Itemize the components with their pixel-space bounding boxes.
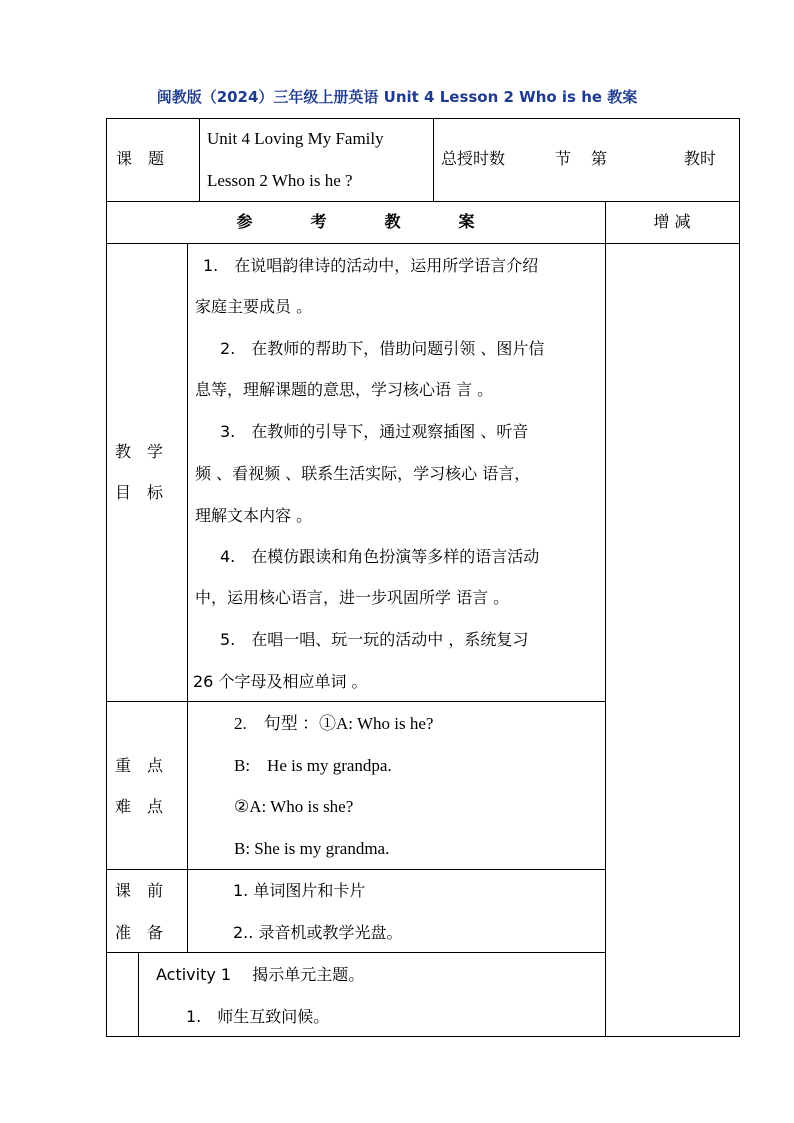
lesson-title: Lesson 2 Who is he ? xyxy=(207,171,353,190)
total-hours-label: 总授时数 xyxy=(441,149,506,168)
objective-line: 理解文本内容 。 xyxy=(195,506,313,525)
objective-line: 频 、看视频 、联系生活实际，学习核心 语言， xyxy=(195,464,531,483)
key-point-line: 2. 句型 ：①A: Who is he? xyxy=(234,714,434,733)
preparation-line: 2.. 录音机或教学光盘。 xyxy=(233,923,403,942)
objective-line: 4. 在模仿跟读和角色扮演等多样的语言活动 xyxy=(220,547,540,566)
objective-line: 5. 在唱一唱、玩一玩的活动中 ，系统复习 xyxy=(220,630,529,649)
key-point-line: B: She is my grandma. xyxy=(234,839,390,858)
objective-line: 息等，理解课题的意思，学习核心语 言 。 xyxy=(195,380,494,399)
objective-line: 家庭主要成员 。 xyxy=(195,297,313,316)
table-border-bottom xyxy=(106,1036,740,1037)
document-title: 闽教版（2024）三年级上册英语 Unit 4 Lesson 2 Who is he 教案 xyxy=(156,88,638,106)
col-divider xyxy=(605,201,606,1037)
col-divider xyxy=(199,118,200,202)
row-divider xyxy=(106,869,605,870)
key-points-label-line2: 难 点 xyxy=(115,797,164,816)
preparation-label-line1: 课 前 xyxy=(115,881,164,900)
preparation-line: 1. 单词图片和卡片 xyxy=(233,881,366,900)
hours-label: 教时 xyxy=(684,149,717,168)
row-divider xyxy=(106,952,605,953)
section-label: 节 xyxy=(555,149,572,168)
table-border-top xyxy=(106,118,740,119)
objectives-label-line1: 教 学 xyxy=(115,442,164,461)
key-point-line: ②A: Who is she? xyxy=(234,797,354,816)
activity-title: Activity 1 揭示单元主题。 xyxy=(156,965,365,984)
objectives-label-line2: 目 标 xyxy=(115,483,164,502)
objective-line: 中，运用核心语言，进一步巩固所学 语言 。 xyxy=(195,588,510,607)
reference-header-text: 参考教案 xyxy=(236,212,533,231)
col-divider xyxy=(433,118,434,202)
preparation-label-line2: 准 备 xyxy=(115,923,164,942)
reference-header xyxy=(106,212,605,232)
row-divider xyxy=(106,243,740,244)
key-points-label-line1: 重 点 xyxy=(115,756,164,775)
objective-line: 1. 在说唱韵律诗的活动中，运用所学语言介绍 xyxy=(203,256,539,275)
col-divider xyxy=(138,952,139,1037)
unit-title: Unit 4 Loving My Family xyxy=(207,129,384,148)
adjust-header: 增 减 xyxy=(653,212,691,231)
row-divider xyxy=(106,701,605,702)
objective-line: 2. 在教师的帮助下，借助问题引领 、图片信 xyxy=(220,339,545,358)
activity-step: 1. 师生互致问候。 xyxy=(186,1007,330,1026)
key-point-line: B: He is my grandpa. xyxy=(234,756,392,775)
row-divider xyxy=(106,201,740,202)
col-divider xyxy=(187,243,188,953)
table-border-right xyxy=(739,118,740,1037)
objective-line: 26 个字母及相应单词 。 xyxy=(193,672,368,691)
nth-label: 第 xyxy=(591,149,608,168)
objective-line: 3. 在教师的引导下，通过观察插图 、听音 xyxy=(220,422,529,441)
topic-label: 课 题 xyxy=(116,149,165,168)
table-border-left xyxy=(106,118,107,1037)
